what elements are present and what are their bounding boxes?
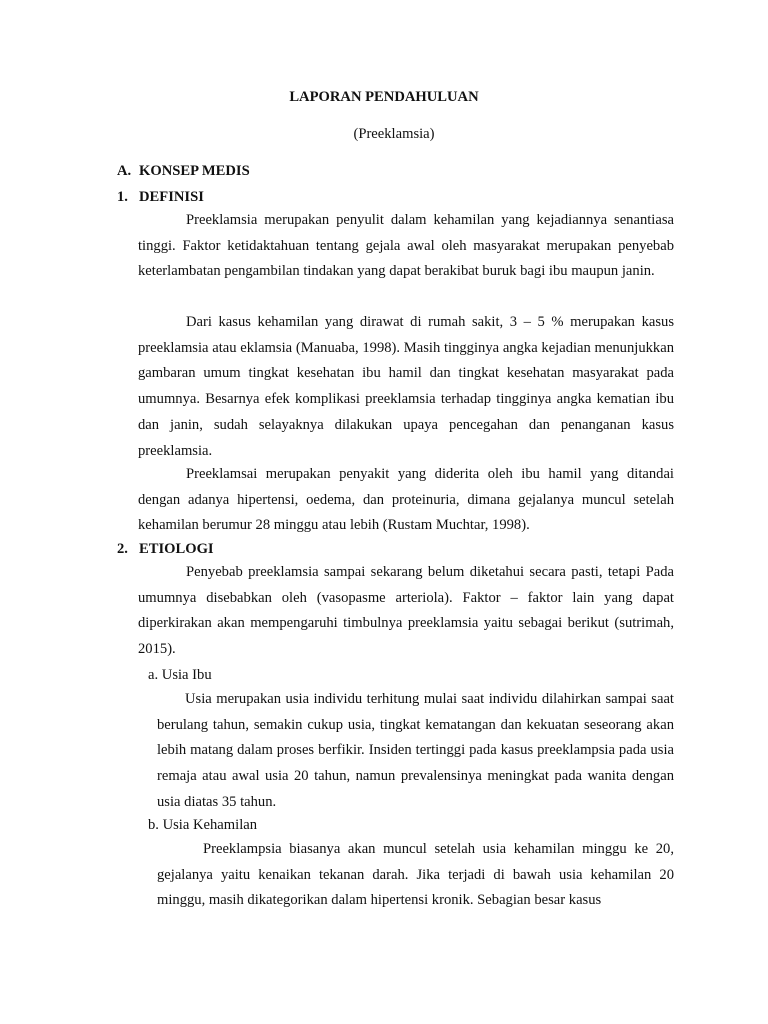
section-2-label: ETIOLOGI <box>139 541 214 557</box>
definisi-paragraph-2: Dari kasus kehamilan yang dirawat di rumah sakit, 3 – 5 % merupakan kasus preeklamsia atau eklamsia (Manuaba, 1998). Masih tingginya angka kejadian menunjukkan gambaran umum tingkat kesehatan ibu hamil dan tingkat kesehatan masyarakat pada umumnya. Besarnya efek komplikasi preeklamsia terhadap tingginya angka kematian ibu dan janin, sudah selayaknya dilakukan upaya pencegahan dan penanganan kasus preeklamsia. <box>138 314 674 459</box>
item-b-text: Preeklampsia biasanya akan muncul setelah usia kehamilan minggu ke 20, gejalanya yaitu kenaikan tekanan darah. Jika terjadi di bawah usia kehamilan 20 minggu, masih dikategorikan dalam hipertensi kronik. Sebagian besar kasus <box>157 841 674 909</box>
section-2-marker: 2. <box>117 541 128 557</box>
section-a-marker: A. <box>117 163 132 179</box>
section-a-label: KONSEP MEDIS <box>139 163 250 179</box>
section-2-heading <box>117 539 214 559</box>
document-title: LAPORAN PENDAHULUAN <box>289 89 479 105</box>
document-subtitle: (Preeklamsia) <box>353 126 435 142</box>
definisi-paragraph-3: Preeklamsai merupakan penyakit yang diderita oleh ibu hamil yang ditandai dengan adanya hipertensi, oedema, dan proteinuria, dimana gejalanya muncul setelah kehamilan berumur 28 minggu atau lebih (Rustam Muchtar, 1998). <box>138 466 674 534</box>
section-a-heading <box>117 161 250 181</box>
section-1-marker: 1. <box>117 189 128 205</box>
item-a-label: a. Usia Ibu <box>148 667 212 683</box>
etiologi-paragraph: Penyebab preeklamsia sampai sekarang belum diketahui secara pasti, tetapi Pada umumnya disebabkan oleh (vasopasme arteriola). Faktor – faktor lain yang dapat diperkirakan akan mempengaruhi timbulnya preeklamsia yaitu sebagai berikut (sutrimah, 2015). <box>138 564 674 658</box>
section-1-label: DEFINISI <box>139 189 204 205</box>
definisi-paragraph-1: Preeklamsia merupakan penyulit dalam kehamilan yang kejadiannya senantiasa tinggi. Faktor ketidaktahuan tentang gejala awal oleh masyarakat merupakan penyebab keterlambatan pengambilan tindakan yang dapat berakibat buruk bagi ibu maupun janin. <box>138 212 674 280</box>
item-a-text: Usia merupakan usia individu terhitung mulai saat individu dilahirkan sampai saat berulang tahun, semakin cukup usia, tingkat kematangan dan kekuatan seseorang akan lebih matang dalam proses berfikir. Insiden tertinggi pada kasus preeklampsia pada usia remaja atau awal usia 20 tahun, namun prevalensinya meningkat pada wanita dengan usia diatas 35 tahun. <box>157 691 674 810</box>
section-1-heading <box>117 187 204 207</box>
item-b-label: b. Usia Kehamilan <box>148 817 258 833</box>
